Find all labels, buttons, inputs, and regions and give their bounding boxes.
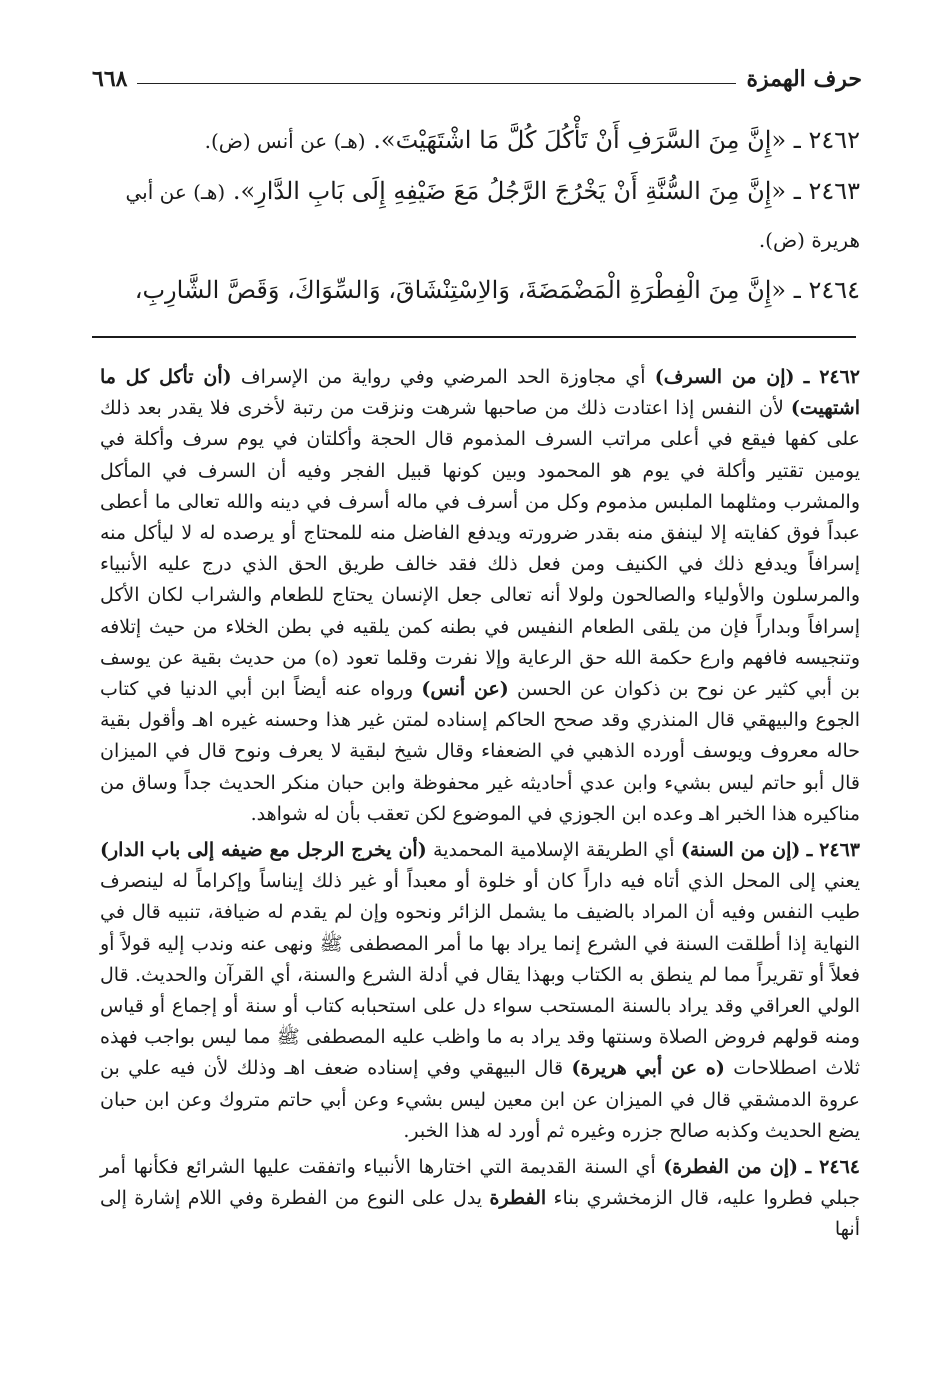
commentary-text: قال البيهقي وفي إسناده ضعف اهـ وذلك لأن فيه علي بن عروة الدمشقي قال في الميزان عن ابن معين ليس بشيء وعن أبي حاتم متروك وعن ابن حبان يضع الحديث وكذبه صالح جزره وغيره ثم أورد له هذا الخبر. [100, 1057, 860, 1142]
commentary-number: ٢٤٦٢ ـ [803, 366, 861, 388]
hadith-number: ٢٤٦٤ ـ [793, 276, 860, 304]
section-divider [92, 336, 856, 338]
commentary-lemma: الفطرة [489, 1187, 547, 1210]
hadith-number: ٢٤٦٢ ـ [793, 126, 860, 154]
commentary-lemma: (أن تأكل كل ما اشتهيت) [100, 366, 860, 420]
header-rule [137, 83, 736, 84]
commentary-2464 [100, 1152, 860, 1246]
hadith-line [100, 114, 860, 168]
chapter-title: حرف الهمزة [746, 66, 862, 92]
commentary-text: يدل على النوع من الفطرة وفي اللام إشارة إلى أنها [100, 1187, 860, 1241]
commentary-text: ورواه عنه أيضاً ابن أبي الدنيا في كتاب الجوع والبيهقي قال المنذري وقد صحح الحاكم إسناده لمتن غير هذا وحسنه غيره اهـ وأقول بقية حاله معروف ويوسف أورده الذهبي في الضعفاء وقال شيخ لبقية لا يعرف ونوح قال في الميزان قال أبو حاتم ليس بشيء وابن عدي أحاديثه غير محفوظة وابن حبان منكر الحديث جداً وساق من مناكيره هذا الخبر اهـ وعده ابن الجوزي في الموضوع لكن تعقب بأن له شواهد. [100, 678, 860, 825]
hadith-text: «إِنَّ مِنَ السُّنَّةِ أَنْ يَخْرُجَ الرَّجُلُ مَعَ ضَيْفِهِ إِلَى بَابِ الدَّارِ». [232, 177, 787, 205]
hadith-source: (هـ) عن أبي [125, 180, 226, 204]
commentary-lemma: (أن يخرج الرجل مع ضيفه إلى باب الدار) [100, 839, 427, 862]
commentary-lemma: (إن من الفطرة) [663, 1156, 799, 1179]
hadith-2462 [100, 114, 860, 168]
commentary-number: ٢٤٦٣ ـ [806, 839, 860, 862]
page-header [92, 56, 862, 96]
hadith-line [100, 264, 860, 317]
commentary-2462 [100, 362, 860, 830]
commentary-text: أي مجاوزة الحد المرضي وفي رواية من الإسراف [231, 366, 655, 388]
commentary-lemma: (إن من السرف) [654, 366, 795, 388]
commentary-text: أي الطريقة الإسلامية المحمدية [426, 839, 681, 862]
hadith-source: (هـ) عن أنس (ض). [204, 129, 366, 153]
hadith-number: ٢٤٦٣ ـ [793, 177, 860, 205]
commentary-text: أي السنة القديمة التي اختارها الأنبياء واتفقت عليها الشرائع فكأنها أمر جبلي فطروا عليه، قال الزمخشري بناء [100, 1156, 860, 1210]
commentary-lemma: (إن من السنة) [680, 839, 801, 862]
commentary-text: لأن النفس إذا اعتادت ذلك من صاحبها شرهت ونزقت من رتبة لأخرى فلا يقدر بعد ذلك على كفها فيقع في أعلى مراتب السرف المذموم قال الحجة وأكلتان في يوم سرف وأكلة في يومين تقتير وأكلة في يوم هو المحمود وبين كونها قبيل الفجر وفيه أن السرف في المأكل والمشرب ومثلهما الملبس مذموم وكل من أسرف في ماله أسرف في دينه والله تعالى ما أعطى عبداً فوق كفايته إلا لينفق منه بقدر ضرورته ويدفع الفاضل منه للمحتاج أو يرصده له لا ليأكل منه إسرافاً ويدفع ذلك في الكنيف ومن فعل ذلك فقد خالف طريق الحق الذي درج عليه الأنبياء والمرسلون والأولياء والصالحون ولولا أنه تعالى جعل الإنسان يحتاج للطعام والشراب لكان الأكل إسرافاً وبداراً فإن من يلقى الطعام النفيس في بطنه كمن يلقيه في بطن الخلاء من حيث إتلافه وتنجيسه فافهم وارع حكمة الله حق الرعاية وإلا نفرت وقلما تعود (ه) من حديث بقية عن يوسف بن أبي كثير عن نوح بن ذكوان عن الحسن [100, 397, 861, 701]
hadith-source-continued: هريرة (ض). [758, 228, 860, 252]
commentary-text: يعني إلى المحل الذي أتاه فيه داراً كان أو خلوة أو معبداً أو غير ذلك إيناساً وإكراماً له لينصرف طيب النفس وفيه أن المراد بالضيف ما يشمل الزائر ونحوه وإن لم يقدم له ضيافة، تنبيه قال في النهاية إذا أطلقت السنة في الشرع إنما يراد بها ما أمر المصطفى ﷺ ونهى عنه وندب إليه قولاً أو فعلاً أو تقريراً مما لم ينطق به الكتاب وبهذا يقال في أدلة الشرع والسنة، أي القرآن والحديث. قال الولي العراقي وقد يراد بالسنة المستحب سواء دل على استحبابه كتاب أو سنة أو إجماع أو قياس ومنه قولهم فروض الصلاة وسنتها وقد يراد به ما واظب عليه المصطفى ﷺ مما ليس بواجب فهذه ثلاث اصطلاحات [100, 870, 860, 1080]
hadith-2463 [100, 165, 860, 255]
commentary-number: ٢٤٦٤ ـ [805, 1156, 860, 1179]
commentary-lemma: (ه عن أبي هريرة) [571, 1057, 725, 1080]
commentary-2463 [100, 835, 860, 1147]
page-number: ٦٦٨ [92, 66, 128, 92]
hadith-text: «إِنَّ مِنَ الْفِطْرَةِ الْمَضْمَضَةَ، وَالاِسْتِنْشَاقَ، وَالسِّوَاكَ، وَقَصَّ الشَّارِبِ، [134, 276, 787, 304]
hadith-2464 [100, 264, 860, 317]
commentary-lemma: (عن أنس) [421, 678, 509, 701]
commentary [100, 362, 860, 1251]
hadith-line [100, 165, 860, 219]
hadith-text: «إِنَّ مِنَ السَّرَفِ أَنْ تَأْكُلَ كُلَّ مَا اشْتَهَيْتَ». [373, 126, 787, 154]
